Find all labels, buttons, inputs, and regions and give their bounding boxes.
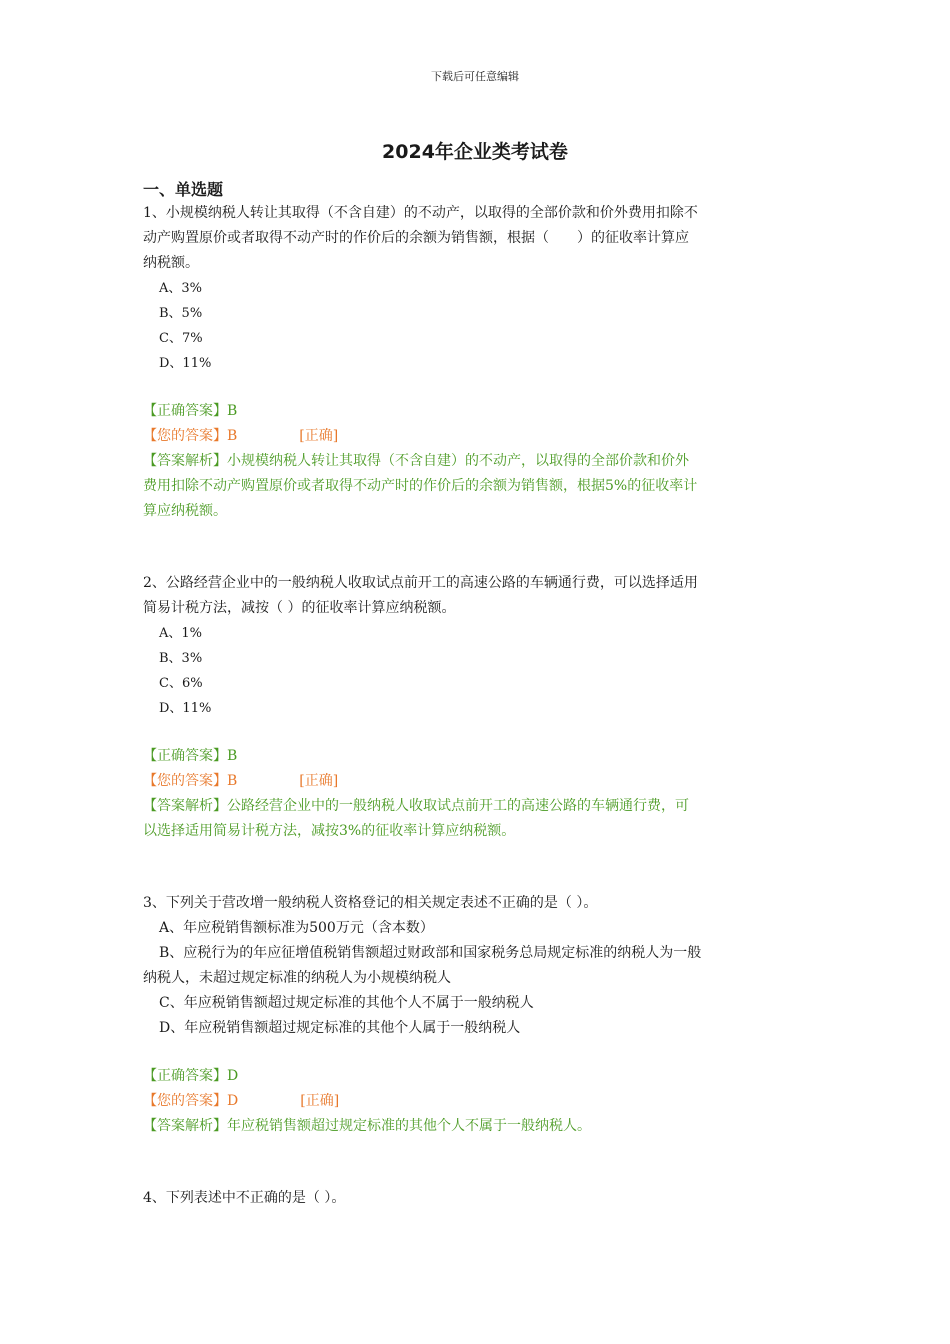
option-d: D、11% bbox=[159, 356, 212, 371]
your-answer bbox=[143, 1089, 813, 1114]
answer-analysis-line: 【答案解析】小规模纳税人转让其取得（不含自建）的不动产，以取得的全部价款和价外 bbox=[143, 453, 689, 469]
option-c: C、年应税销售额超过规定标准的其他个人不属于一般纳税人 bbox=[159, 995, 534, 1011]
document-title: 2024年企业类考试卷 bbox=[382, 141, 568, 163]
option-a: A、年应税销售额标准为500万元（含本数） bbox=[159, 920, 434, 936]
question-stem-line: 1、小规模纳税人转让其取得（不含自建）的不动产，以取得的全部价款和价外费用扣除不 bbox=[143, 205, 698, 221]
correct-answer: 【正确答案】B bbox=[143, 748, 238, 764]
question-2 bbox=[143, 571, 813, 844]
option-a: A、3% bbox=[159, 281, 203, 296]
question-stem-line: 2、公路经营企业中的一般纳税人收取试点前开工的高速公路的车辆通行费，可以选择适用 bbox=[143, 575, 698, 591]
question-1 bbox=[143, 201, 813, 524]
header-note: 下载后可任意编辑 bbox=[431, 70, 519, 83]
answer-status: [正确] bbox=[299, 773, 339, 789]
your-answer-value: 【您的答案】B bbox=[143, 428, 238, 444]
your-answer-value: 【您的答案】D bbox=[143, 1093, 239, 1109]
question-stem-line: 动产购置原价或者取得不动产时的作价后的余额为销售额，根据（ ）的征收率计算应 bbox=[143, 230, 689, 246]
option-a: A、1% bbox=[159, 626, 203, 641]
option-d: D、11% bbox=[159, 701, 212, 716]
question-stem-line: 3、下列关于营改增一般纳税人资格登记的相关规定表述不正确的是（ ）。 bbox=[143, 895, 598, 911]
section-title: 一、单选题 bbox=[143, 180, 224, 199]
question-4 bbox=[143, 1186, 813, 1211]
option-c: C、6% bbox=[159, 676, 203, 691]
answer-analysis-line: 费用扣除不动产购置原价或者取得不动产时的作价后的余额为销售额，根据5%的征收率计 bbox=[143, 478, 698, 494]
your-answer bbox=[143, 424, 813, 449]
question-stem-line: 简易计税方法，减按（ ）的征收率计算应纳税额。 bbox=[143, 600, 456, 616]
option-b-continued: 纳税人，未超过规定标准的纳税人为小规模纳税人 bbox=[143, 970, 451, 986]
answer-status: [正确] bbox=[300, 1093, 340, 1109]
option-d: D、年应税销售额超过规定标准的其他个人属于一般纳税人 bbox=[159, 1020, 521, 1036]
option-c: C、7% bbox=[159, 331, 203, 346]
your-answer-value: 【您的答案】B bbox=[143, 773, 238, 789]
option-b: B、3% bbox=[159, 651, 203, 666]
answer-status: [正确] bbox=[299, 428, 339, 444]
question-3 bbox=[143, 891, 813, 1139]
correct-answer: 【正确答案】D bbox=[143, 1068, 239, 1084]
your-answer bbox=[143, 769, 813, 794]
answer-analysis-line: 【答案解析】公路经营企业中的一般纳税人收取试点前开工的高速公路的车辆通行费，可 bbox=[143, 798, 689, 814]
option-b: B、应税行为的年应征增值税销售额超过财政部和国家税务总局规定标准的纳税人为一般 bbox=[159, 945, 702, 961]
option-b: B、5% bbox=[159, 306, 203, 321]
question-stem-line: 4、下列表述中不正确的是（ ）。 bbox=[143, 1190, 346, 1206]
answer-analysis-line: 算应纳税额。 bbox=[143, 503, 227, 519]
answer-analysis-line: 以选择适用简易计税方法，减按3%的征收率计算应纳税额。 bbox=[143, 823, 516, 839]
correct-answer: 【正确答案】B bbox=[143, 403, 238, 419]
question-stem-line: 纳税额。 bbox=[143, 255, 199, 271]
answer-analysis-line: 【答案解析】年应税销售额超过规定标准的其他个人不属于一般纳税人。 bbox=[143, 1118, 591, 1134]
